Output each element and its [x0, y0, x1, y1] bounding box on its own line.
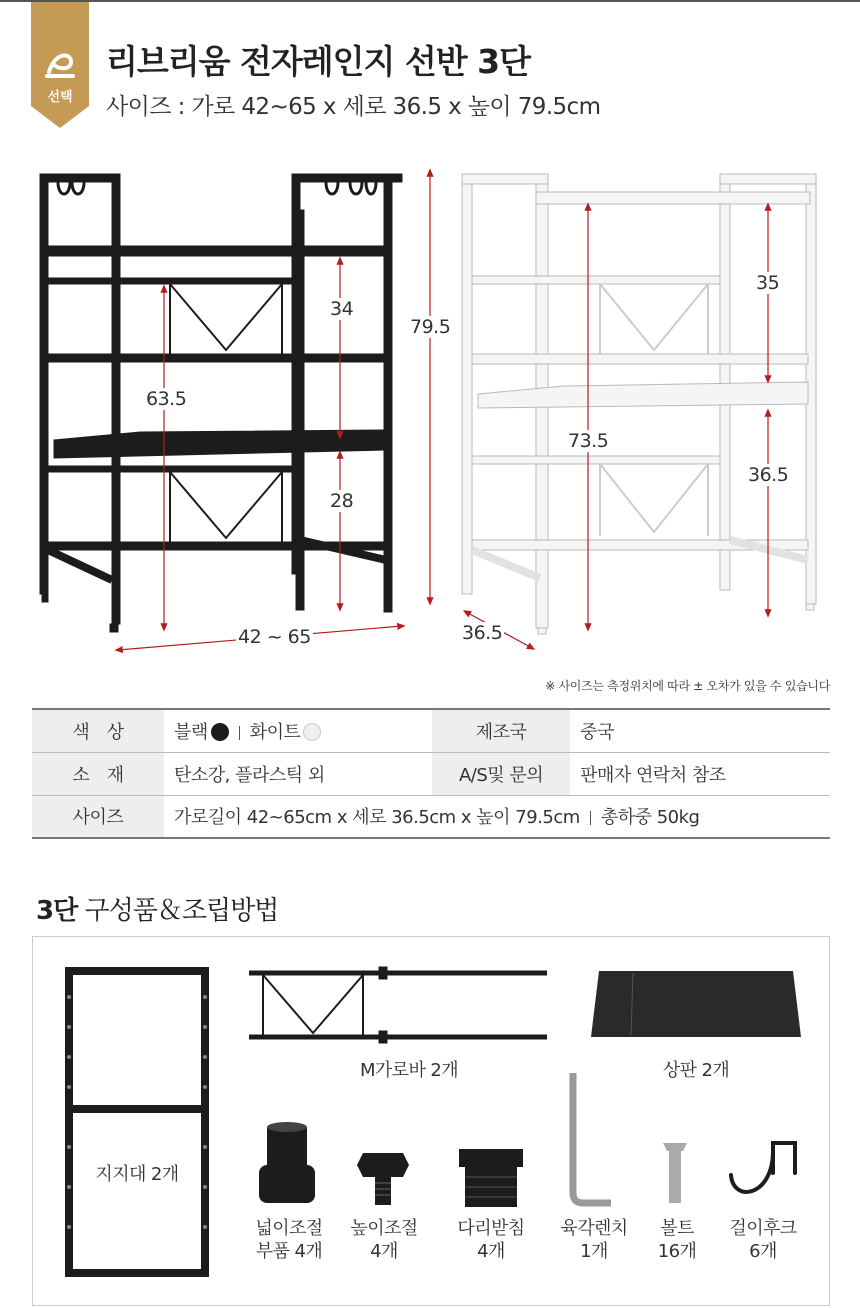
- hex-wrench-label: [547, 1217, 641, 1263]
- value-separator: [590, 811, 591, 825]
- value-separator: [239, 726, 240, 740]
- bolt-label: [645, 1217, 709, 1263]
- hanging-hook-part: [731, 1143, 795, 1192]
- dim-total-height: 79.5: [410, 316, 451, 338]
- white-shelf: [462, 174, 816, 634]
- dim-black-mid-height: 63.5: [146, 388, 187, 410]
- foot-cap-label: [443, 1217, 539, 1263]
- page-title: 리브리움 전자레인지 선반 3단: [106, 42, 530, 81]
- color-value: [164, 709, 432, 752]
- black-dimension-lines: [118, 172, 430, 650]
- color-black-label: 블랙: [174, 721, 208, 743]
- dim-black-upper-gap: 34: [330, 298, 354, 320]
- badge-shape: [31, 2, 89, 128]
- table-row: [32, 709, 830, 752]
- components-illustration: [33, 937, 831, 1307]
- size-label: 사이즈: [32, 795, 164, 838]
- board-label: 상판 2개: [662, 1060, 730, 1081]
- hook-label: [713, 1217, 813, 1263]
- hook-qty: 6개: [749, 1241, 777, 1262]
- top-board-part: [591, 971, 801, 1037]
- weight-capacity: 총하중 50kg: [600, 807, 700, 829]
- bolt-part: [663, 1143, 687, 1203]
- height-adjuster-qty: 4개: [370, 1241, 398, 1262]
- material-value: 탄소강, 플라스틱 외: [164, 752, 432, 795]
- size-value: [164, 795, 830, 838]
- origin-label: 제조국: [432, 709, 570, 752]
- black-shelf: [40, 174, 402, 632]
- width-adjuster-label: [239, 1217, 339, 1263]
- black-swatch-icon: [211, 723, 229, 741]
- badge-label: 선택: [47, 90, 73, 105]
- white-swatch-icon: [303, 723, 321, 741]
- foot-cap-name: 다리받침: [457, 1218, 525, 1239]
- bolt-qty: 16개: [657, 1241, 697, 1262]
- dim-width-range: 42 ~ 65: [238, 626, 311, 648]
- dim-white-shelf-height: 73.5: [568, 430, 609, 452]
- color-label: 색 상: [32, 709, 164, 752]
- hex-wrench-qty: 1개: [580, 1241, 608, 1262]
- dim-white-upper-gap: 35: [756, 272, 780, 294]
- as-label: A/S및 문의: [432, 752, 570, 795]
- hex-wrench-part: [573, 1073, 611, 1203]
- dim-black-lower-gap: 28: [330, 490, 354, 512]
- origin-value: 중국: [570, 709, 830, 752]
- width-adjuster-part: [259, 1122, 315, 1203]
- m-crossbar-part: [249, 967, 547, 1043]
- bolt-name: 볼트: [660, 1218, 694, 1239]
- components-section-title: [36, 890, 278, 927]
- width-adjuster-qty: 부품 4개: [255, 1241, 323, 1262]
- side-frame-part: [69, 971, 205, 1273]
- page-subtitle: 사이즈 : 가로 42~65 x 세로 36.5 x 높이 79.5cm: [106, 94, 601, 120]
- height-adjuster-label: [339, 1217, 429, 1263]
- material-label: 소 재: [32, 752, 164, 795]
- product-dimension-diagram: [0, 150, 860, 670]
- hex-wrench-name: 육각렌치: [560, 1218, 628, 1239]
- top-divider: [0, 0, 860, 2]
- foot-cap-qty: 4개: [477, 1241, 505, 1262]
- foot-cap-part: [459, 1149, 523, 1207]
- size-dimensions: 가로길이 42~65cm x 세로 36.5cm x 높이 79.5cm: [174, 807, 580, 829]
- height-adjuster-name: 높이조절: [350, 1218, 418, 1239]
- table-row: [32, 752, 830, 795]
- hook-name: 걸이후크: [729, 1218, 797, 1239]
- shelf-illustration: [0, 150, 860, 670]
- selection-badge: [31, 2, 89, 128]
- width-adjuster-name: 넓이조절: [255, 1218, 323, 1239]
- frame-label: 지지대 2개: [95, 1164, 179, 1185]
- spec-table: [32, 708, 830, 839]
- components-panel: [32, 936, 830, 1306]
- mbar-label: M가로바 2개: [359, 1060, 459, 1081]
- dim-depth: 36.5: [462, 622, 503, 644]
- as-value: 판매자 연락처 참조: [570, 752, 830, 795]
- components-title-bold: 3단: [36, 896, 78, 926]
- height-adjuster-part: [357, 1153, 409, 1205]
- size-tolerance-note: ※ 사이즈는 측정위치에 따라 ± 오차가 있을 수 있습니다: [545, 679, 830, 693]
- color-white-label: 화이트: [249, 721, 301, 743]
- dim-white-lower-gap: 36.5: [748, 464, 789, 486]
- table-row: [32, 795, 830, 838]
- components-title-rest: 구성품＆조립방법: [84, 896, 279, 926]
